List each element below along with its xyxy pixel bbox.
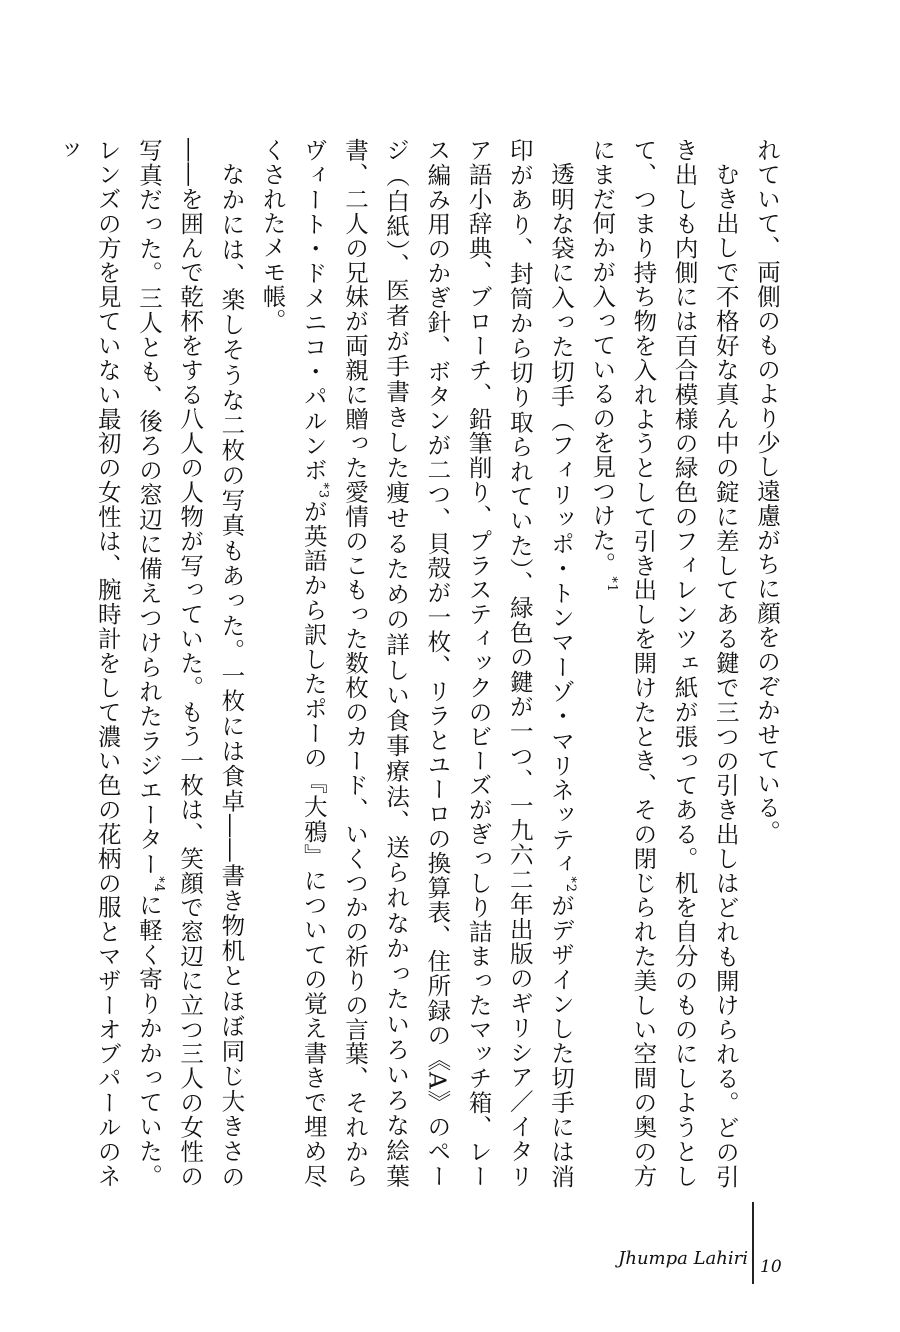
paragraph-text: に軽く寄りかかっていた。レンズの方を見ていない最初の女性は、腕時計をして濃い色の花柄の服とマザーオブパールのネッ <box>52 138 163 1189</box>
paragraph-text: が英語から訳したポーの『大鴉』についての覚え書きで埋め尽くされたメモ帳。 <box>258 138 328 1188</box>
paragraph-text: れていて、両側のものより少し遠慮がちに顔をのぞかせている。 <box>753 138 781 845</box>
paragraph-3 <box>251 138 581 1188</box>
paragraph-2 <box>581 138 746 1188</box>
paragraph-1 <box>746 138 787 1188</box>
paragraph-text: なかには、楽しそうな二枚の写真もあった。一枚には食卓――書き物机とほぼ同じ大きさの――を囲んで乾杯をする八人の人物が写っていた。もう一枚は、笑顔で窓辺に立つ三人の女性の写真だった。三人とも、後ろの窓辺に備えつけられたラジエーター <box>134 138 246 1188</box>
running-footer-author: Jhumpa Lahiri <box>618 1248 748 1269</box>
paragraph-text: 透明な袋に入った切手（フィリッポ・トンマーゾ・マリネッティ <box>546 161 575 876</box>
footer-divider <box>752 1202 754 1284</box>
footnote-marker: *4 <box>150 876 166 893</box>
footnote-marker: *2 <box>562 875 578 893</box>
main-text <box>52 138 787 1189</box>
footnote-marker: *1 <box>604 576 620 593</box>
paragraph-4 <box>45 138 251 1188</box>
paragraph-text: がデザインした切手には消印があり、封筒から切り取られていた）、緑色の鍵が一つ、一九六二年出版のギリシア／イタリア語小辞典、ブローチ、鉛筆削り、プラスティックのビーズがぎっしり詰まったマッチ箱、レース編み用のかぎ針、ボタンが二つ、貝殻が一枚、リラとユーロの換算表、住所録の《A》のページ（白紙）、医者が手書きした痩せるための詳しい食事療法、送られなかったいろいろな絵葉書、二人の兄妹が両親に贈った愛情のこもった数枚のカード、いくつかの祈りの言葉、それからヴィート・ドメニコ・パルンボ <box>299 138 575 1189</box>
page-number: 10 <box>760 1257 782 1277</box>
paragraph-text: むき出しで不格好な真ん中の錠に差してある鍵で三つの引き出しはどれも開けられる。どの引き出しも内側には百合模様の緑色のフィレンツェ紙が張ってある。机を自分のものにしようとして、つまり持ち物を入れようとして引き出しを開けたとき、その閉じられた美しい空間の奥の方にまだ何かが入っているのを見つけた。 <box>588 138 740 1188</box>
footnote-marker: *3 <box>315 482 331 499</box>
